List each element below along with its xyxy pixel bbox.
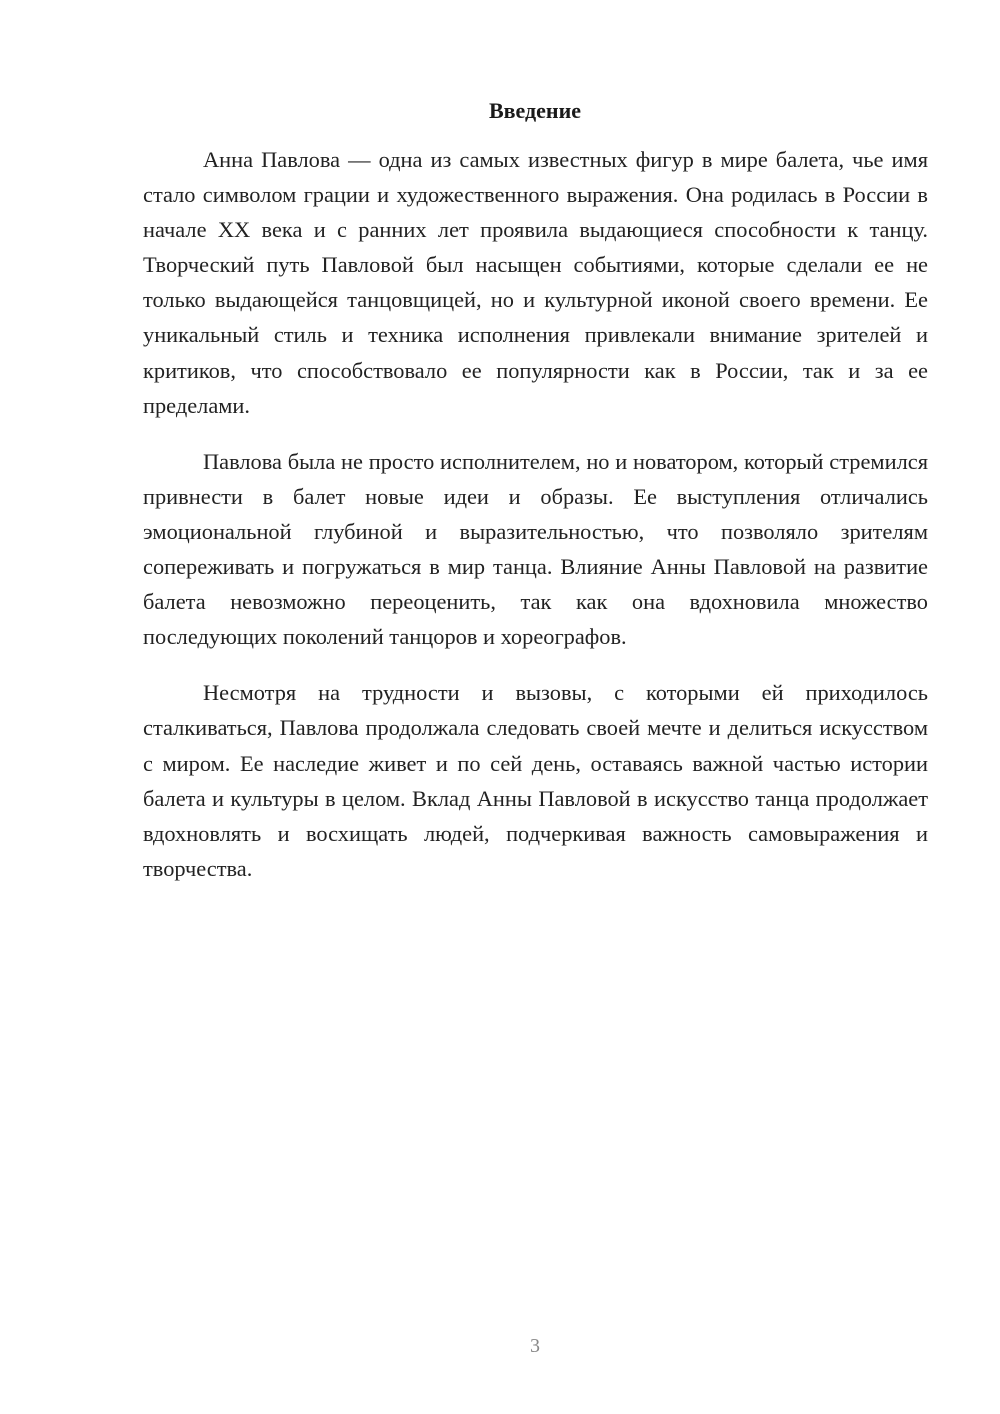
paragraph-1: Анна Павлова — одна из самых известных фигур в мире балета, чье имя стало символом грации и художественного выражения. Она родилась в России в начале XX века и с ранних лет проявила выдающиеся способности к танцу. Творческий путь Павловой был насыщен событиями, которые сделали ее не только выдающейся танцовщицей, но и культурной иконой своего времени. Ее уникальный стиль и техника исполнения привлекали внимание зрителей и критиков, что способствовало ее популярности как в России, так и за ее пределами. [143, 147, 928, 418]
section-heading: Введение [488, 98, 582, 123]
page-number: 3 [530, 1335, 540, 1357]
paragraph-3: Несмотря на трудности и вызовы, с которыми ей приходилось сталкиваться, Павлова продолжала следовать своей мечте и делиться искусством с миром. Ее наследие живет и по сей день, оставаясь важной частью истории балета и культуры в целом. Вклад Анны Павловой в искусство танца продолжает вдохновлять и восхищать людей, подчеркивая важность самовыражения и творчества. [143, 680, 928, 881]
body-text [143, 142, 928, 907]
paragraph-2: Павлова была не просто исполнителем, но и новатором, который стремился привнести в балет новые идеи и образы. Ее выступления отличались эмоциональной глубиной и выразительностью, что позволяло зрителям сопереживать и погружаться в мир танца. Влияние Анны Павловой на развитие балета невозможно переоценить, так как она вдохновила множество последующих поколений танцоров и хореографов. [143, 448, 928, 650]
